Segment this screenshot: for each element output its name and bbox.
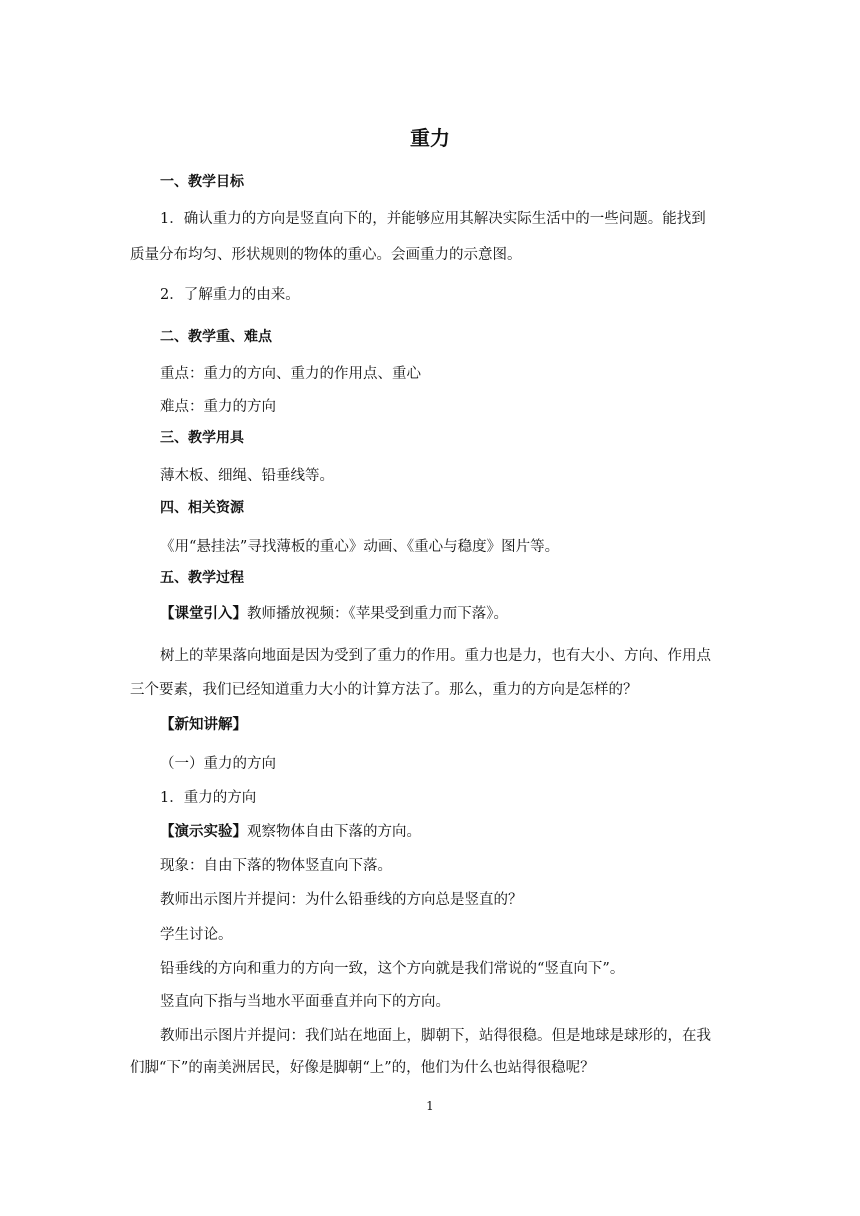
subsection-gravity-direction: （一）重力的方向 bbox=[160, 756, 276, 772]
teacher-question-1: 教师出示图片并提问：为什么铅垂线的方向总是竖直的？ bbox=[160, 892, 523, 908]
objective-2: 2．了解重力的由来。 bbox=[160, 287, 300, 303]
objective-1-line-2: 质量分布均匀、形状规则的物体的重心。会画重力的示意图。 bbox=[130, 247, 522, 263]
intro-paragraph-line-2: 三个要素，我们已经知道重力大小的计算方法了。那么，重力的方向是怎样的？ bbox=[130, 682, 638, 698]
new-knowledge-heading: 【新知讲解】 bbox=[160, 717, 247, 733]
demo-experiment-text: 观察物体自由下落的方向。 bbox=[247, 824, 421, 840]
class-intro-label: 【课堂引入】 bbox=[160, 606, 247, 622]
class-intro-text: 教师播放视频：《苹果受到重力而下落》。 bbox=[247, 606, 508, 622]
section-heading-tools: 三、教学用具 bbox=[160, 430, 244, 446]
key-point: 重点：重力的方向、重力的作用点、重心 bbox=[160, 366, 421, 382]
objective-1-line-1: 1．确认重力的方向是竖直向下的，并能够应用其解决实际生活中的一些问题。能找到 bbox=[160, 211, 706, 227]
related-resources: 《用“悬挂法”寻找薄板的重心》动画、《重心与稳度》图片等。 bbox=[160, 539, 560, 555]
page-number: 1 bbox=[426, 1099, 434, 1113]
student-discussion: 学生讨论。 bbox=[160, 927, 233, 943]
plumb-line-explanation: 铅垂线的方向和重力的方向一致，这个方向就是我们常说的“竖直向下”。 bbox=[160, 961, 625, 977]
section-heading-process: 五、教学过程 bbox=[160, 570, 244, 586]
teacher-question-2-line-2: 们脚“下”的南美洲居民，好像是脚朝“上”的，他们为什么也站得很稳呢？ bbox=[130, 1060, 595, 1076]
demo-experiment bbox=[160, 822, 421, 842]
teaching-tools: 薄木板、细绳、铅垂线等。 bbox=[160, 468, 334, 484]
item-gravity-direction: 1．重力的方向 bbox=[160, 790, 257, 806]
section-heading-key-points: 二、教学重、难点 bbox=[160, 329, 272, 345]
section-heading-resources: 四、相关资源 bbox=[160, 500, 244, 516]
intro-paragraph-line-1: 树上的苹果落向地面是因为受到了重力的作用。重力也是力，也有大小、方向、作用点 bbox=[160, 648, 711, 664]
vertical-definition: 竖直向下指与当地水平面垂直并向下的方向。 bbox=[160, 994, 450, 1010]
section-heading-objectives: 一、教学目标 bbox=[160, 174, 244, 190]
demo-experiment-label: 【演示实验】 bbox=[160, 824, 247, 840]
page-title: 重力 bbox=[410, 126, 450, 150]
class-intro bbox=[160, 604, 508, 624]
difficult-point: 难点：重力的方向 bbox=[160, 399, 276, 415]
phenomenon: 现象：自由下落的物体竖直向下落。 bbox=[160, 858, 392, 874]
teacher-question-2-line-1: 教师出示图片并提问：我们站在地面上，脚朝下，站得很稳。但是地球是球形的，在我 bbox=[160, 1028, 711, 1044]
